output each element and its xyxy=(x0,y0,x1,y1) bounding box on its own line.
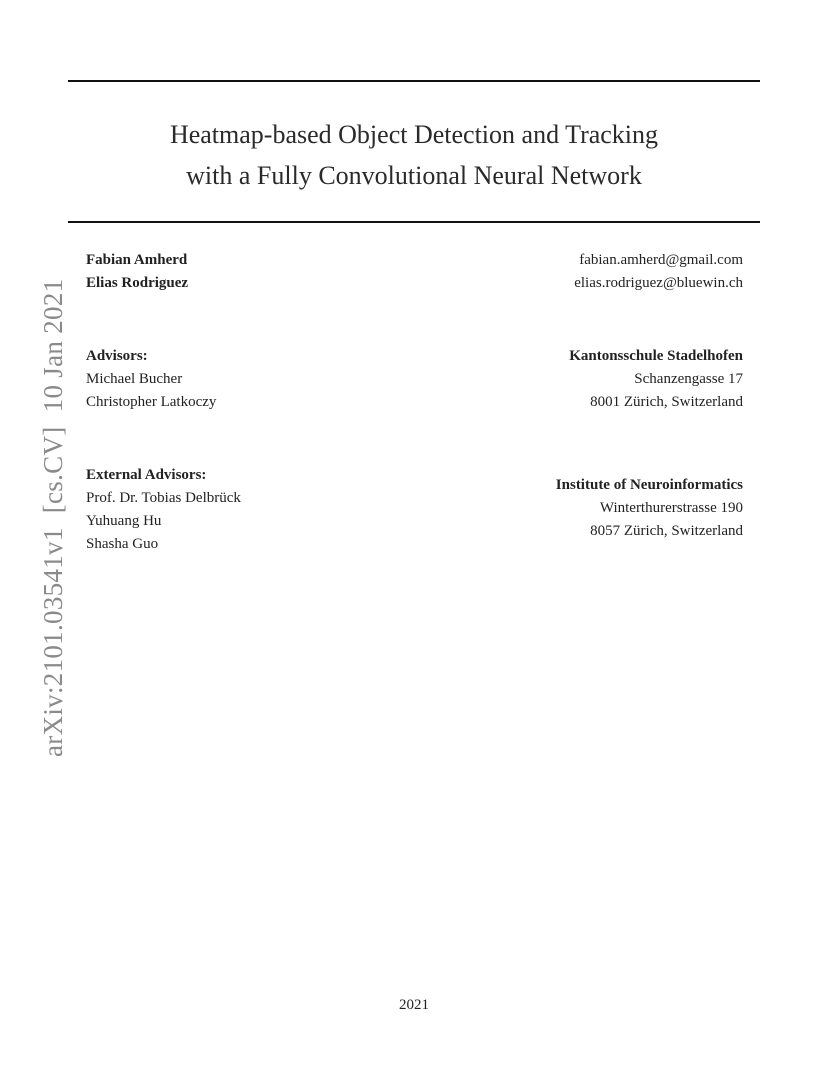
author-names xyxy=(86,249,188,295)
institute-city: 8057 Zürich, Switzerland xyxy=(590,523,743,539)
advisor-name: Christopher Latkoczy xyxy=(86,394,217,410)
school-block xyxy=(569,345,743,414)
advisors-block xyxy=(86,345,216,414)
institute-name: Institute of Neuroinformatics xyxy=(555,477,743,493)
advisor-name: Michael Bucher xyxy=(86,371,183,387)
author-email: elias.rodriguez@bluewin.ch xyxy=(574,275,743,291)
author-name: Elias Rodriguez xyxy=(86,275,189,291)
school-street: Schanzengasse 17 xyxy=(634,371,743,387)
external-advisors-heading: External Advisors: xyxy=(86,467,207,483)
external-advisor-name: Shasha Guo xyxy=(86,536,159,552)
title-line-1: Heatmap-based Object Detection and Tracking xyxy=(169,120,659,149)
school-name: Kantonsschule Stadelhofen xyxy=(569,348,743,364)
external-advisor-name: Prof. Dr. Tobias Delbrück xyxy=(86,490,241,506)
external-advisors-block xyxy=(86,464,241,556)
publication-year: 2021 xyxy=(399,997,429,1013)
title-line-2: with a Fully Convolutional Neural Network xyxy=(186,161,642,190)
school-city: 8001 Zürich, Switzerland xyxy=(590,394,743,410)
arxiv-stamp: arXiv:2101.03541v1 [cs.CV] 10 Jan 2021 xyxy=(38,278,68,757)
top-rule xyxy=(68,80,760,82)
author-email: fabian.amherd@gmail.com xyxy=(579,252,743,268)
advisors-heading: Advisors: xyxy=(86,348,148,364)
external-advisor-name: Yuhuang Hu xyxy=(86,513,162,529)
author-emails xyxy=(574,249,743,295)
institute-block xyxy=(556,474,743,543)
author-name: Fabian Amherd xyxy=(86,252,188,268)
bottom-rule xyxy=(68,221,760,223)
paper-title xyxy=(68,114,760,196)
institute-street: Winterthurerstrasse 190 xyxy=(599,500,743,516)
